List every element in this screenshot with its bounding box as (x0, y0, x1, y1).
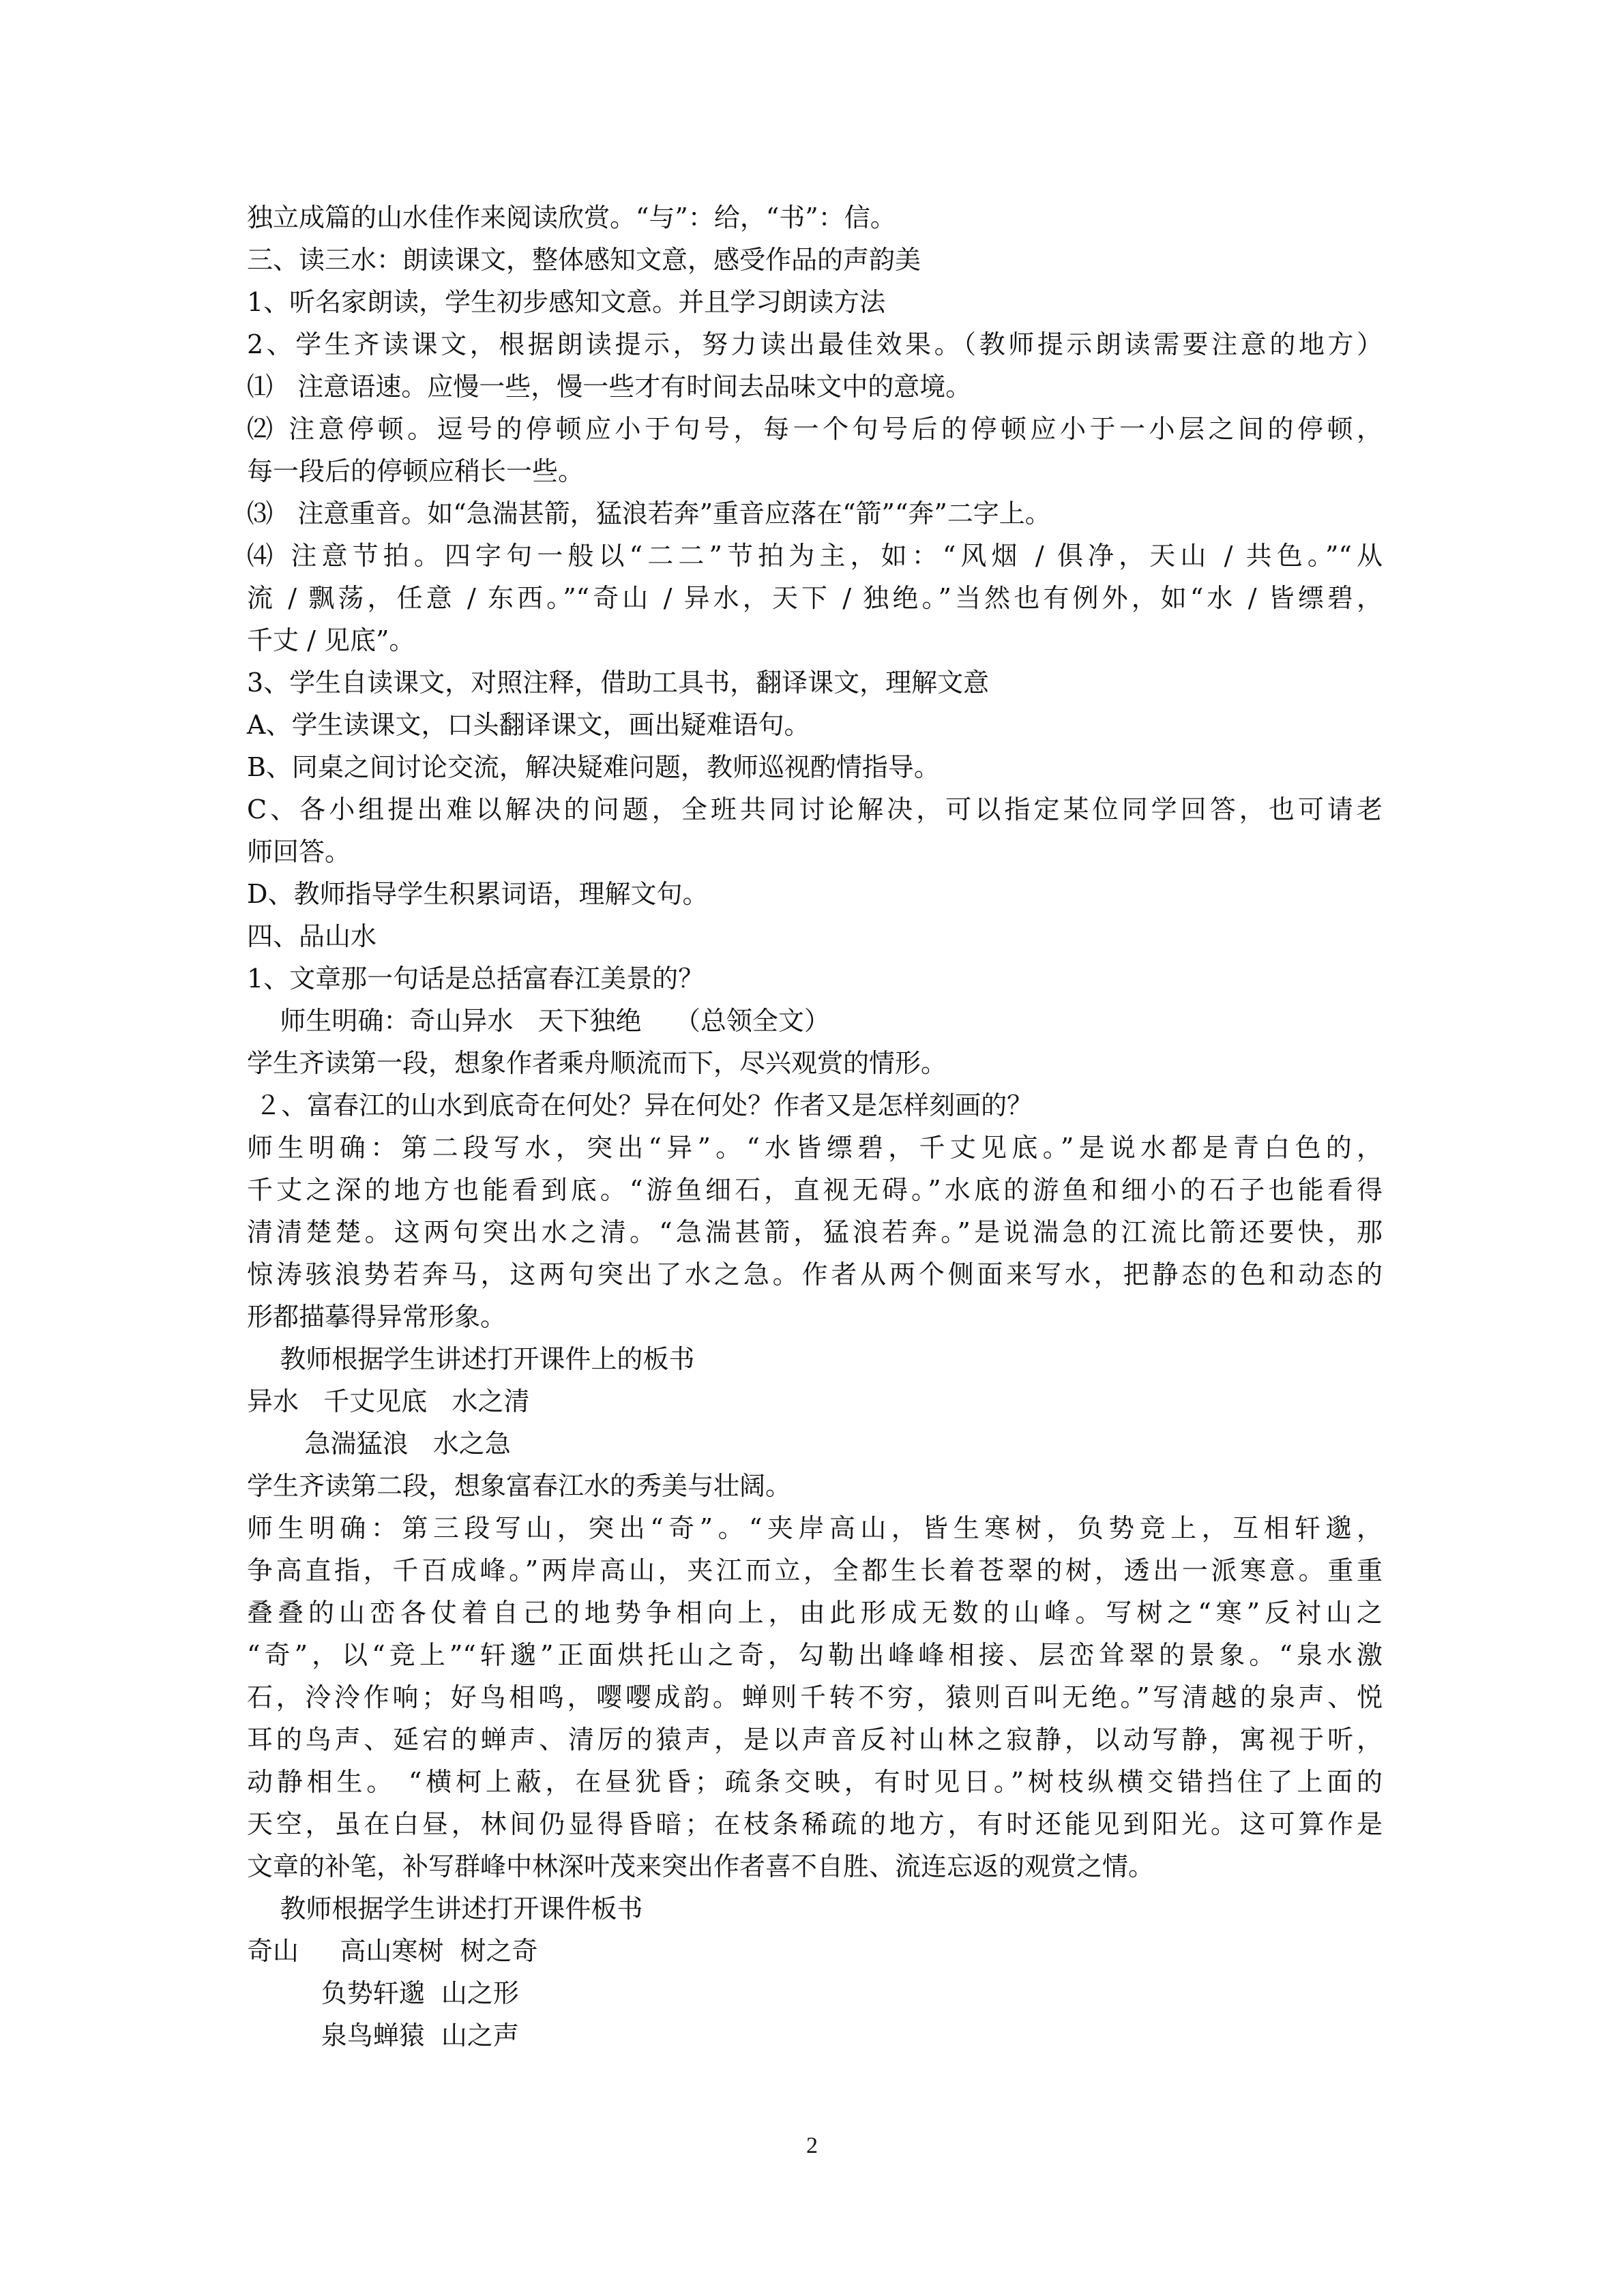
page-number: 2 (806, 2133, 818, 2158)
text-line: 形都描摹得异常形象。 (247, 1302, 507, 1332)
text-line: “奇”，以“竞上”“轩邈”正面烘托山之奇，勾勒出峰峰相接、层峦耸翠的景象。“泉水激 (247, 1640, 1383, 1670)
text-line: 3、学生自读课文，对照注释，借助工具书，翻译课文，理解文意 (247, 668, 990, 698)
text-line: 天空，虽在白昼，林间仍显得昏暗；在枝条稀疏的地方，有时还能见到阳光。这可算作是 (247, 1809, 1383, 1839)
text-line: ⑵ 注意停顿。逗号的停顿应小于句号，每一个句号后的停顿应小于一小层之间的停顿， (247, 414, 1383, 444)
text-line: 教师根据学生讲述打开课件板书 (247, 1894, 643, 1924)
text-line: 异水 千丈见底 水之清 (247, 1386, 530, 1416)
text-line: 学生齐读第一段，想象作者乘舟顺流而下，尽兴观赏的情形。 (247, 1048, 947, 1078)
text-line: 奇山 高山寒树 树之奇 (247, 1936, 538, 1966)
text-line: 师生明确：第二段写水，突出“异”。“水皆缥碧，千丈见底。”是说水都是青白色的， (247, 1133, 1383, 1163)
text-line: 2、学生齐读课文，根据朗读提示，努力读出最佳效果。（教师提示朗读需要注意的地方） (247, 329, 1383, 359)
text-line: 四、品山水 (247, 921, 377, 951)
text-line: 文章的补笔，补写群峰中林深叶茂来突出作者喜不自胜、流连忘返的观赏之情。 (247, 1851, 1155, 1881)
text-line: 清清楚楚。这两句突出水之清。“急湍甚箭，猛浪若奔。”是说湍急的江流比箭还要快，那 (247, 1217, 1383, 1247)
text-line: ２、富春江的山水到底奇在何处？异在何处？作者又是怎样刻画的？ (247, 1090, 1033, 1120)
text-line: 泉鸟蝉猿 山之声 (247, 2021, 519, 2051)
text-line: ⑷ 注意节拍。四字句一般以“二二”节拍为主，如：“风烟 / 俱净，天山 / 共色。”“从 (247, 541, 1383, 571)
text-line: 学生齐读第二段，想象富春江水的秀美与壮阔。 (247, 1471, 792, 1501)
text-line: 独立成篇的山水佳作来阅读欣赏。“与”：给，“书”：信。 (247, 203, 896, 233)
text-line: 千丈之深的地方也能看到底。“游鱼细石，直视无碍。”水底的游鱼和细小的石子也能看得 (247, 1175, 1383, 1205)
text-line: A、学生读课文，口头翻译课文，画出疑难语句。 (247, 710, 810, 740)
text-line: B、同桌之间讨论交流，解决疑难问题，教师巡视酌情指导。 (247, 752, 940, 782)
document-body (247, 196, 1383, 2057)
text-line: 叠叠的山峦各仗着自己的地势争相向上，由此形成无数的山峰。写树之“寒”反衬山之 (247, 1598, 1383, 1628)
text-line: 耳的鸟声、延宕的蝉声、清厉的猿声，是以声音反衬山林之寂静，以动写静，寓视于听， (247, 1725, 1383, 1755)
text-line: 每一段后的停顿应稍长一些。 (247, 456, 585, 486)
text-line: 教师根据学生讲述打开课件上的板书 (247, 1344, 695, 1374)
text-line: 争高直指，千百成峰。”两岸高山，夹江而立，全都生长着苍翠的树，透出一派寒意。重重 (247, 1555, 1383, 1585)
text-line: 1、文章那一句话是总括富春江美景的？ (247, 964, 705, 994)
text-line: 师回答。 (247, 837, 351, 867)
text-line: ⑶ 注意重音。如“急湍甚箭，猛浪若奔”重音应落在“箭”“奔”二字上。 (247, 498, 1051, 528)
text-line: D、教师指导学生积累词语，理解文句。 (247, 879, 709, 909)
text-line: 千丈 / 见底”。 (247, 625, 415, 655)
text-line: ⑴ 注意语速。应慢一些，慢一些才有时间去品味文中的意境。 (247, 372, 972, 402)
text-line: 流 / 飘荡，任意 / 东西。”“奇山 / 异水，天下 / 独绝。”当然也有例外，如“水 / 皆缥碧， (247, 583, 1383, 613)
text-line: 急湍猛浪 水之急 (247, 1429, 511, 1459)
text-line: 师生明确：第三段写山，突出“奇”。“夹岸高山，皆生寒树，负势竞上，互相轩邈， (247, 1513, 1383, 1543)
text-line: 1、听名家朗读，学生初步感知文意。并且学习朗读方法 (247, 287, 886, 317)
text-line: C、各小组提出难以解决的问题，全班共同讨论解决，可以指定某位同学回答，也可请老 (247, 794, 1383, 824)
text-line: 负势轩邈 山之形 (247, 1978, 519, 2008)
text-line: 动静相生。 “横柯上蔽，在昼犹昏；疏条交映，有时见日。”树枝纵横交错挡住了上面的 (247, 1767, 1383, 1797)
text-line: 石，泠泠作响；好鸟相鸣，嘤嘤成韵。蝉则千转不穷，猿则百叫无绝。”写清越的泉声、悦 (247, 1682, 1383, 1712)
text-line: 三、读三水：朗读课文，整体感知文意，感受作品的声韵美 (247, 245, 921, 275)
text-line: 师生明确：奇山异水 天下独绝 （总领全文） (247, 1006, 830, 1036)
text-line: 惊涛骇浪势若奔马，这两句突出了水之急。作者从两个侧面来写水，把静态的色和动态的 (247, 1259, 1383, 1289)
